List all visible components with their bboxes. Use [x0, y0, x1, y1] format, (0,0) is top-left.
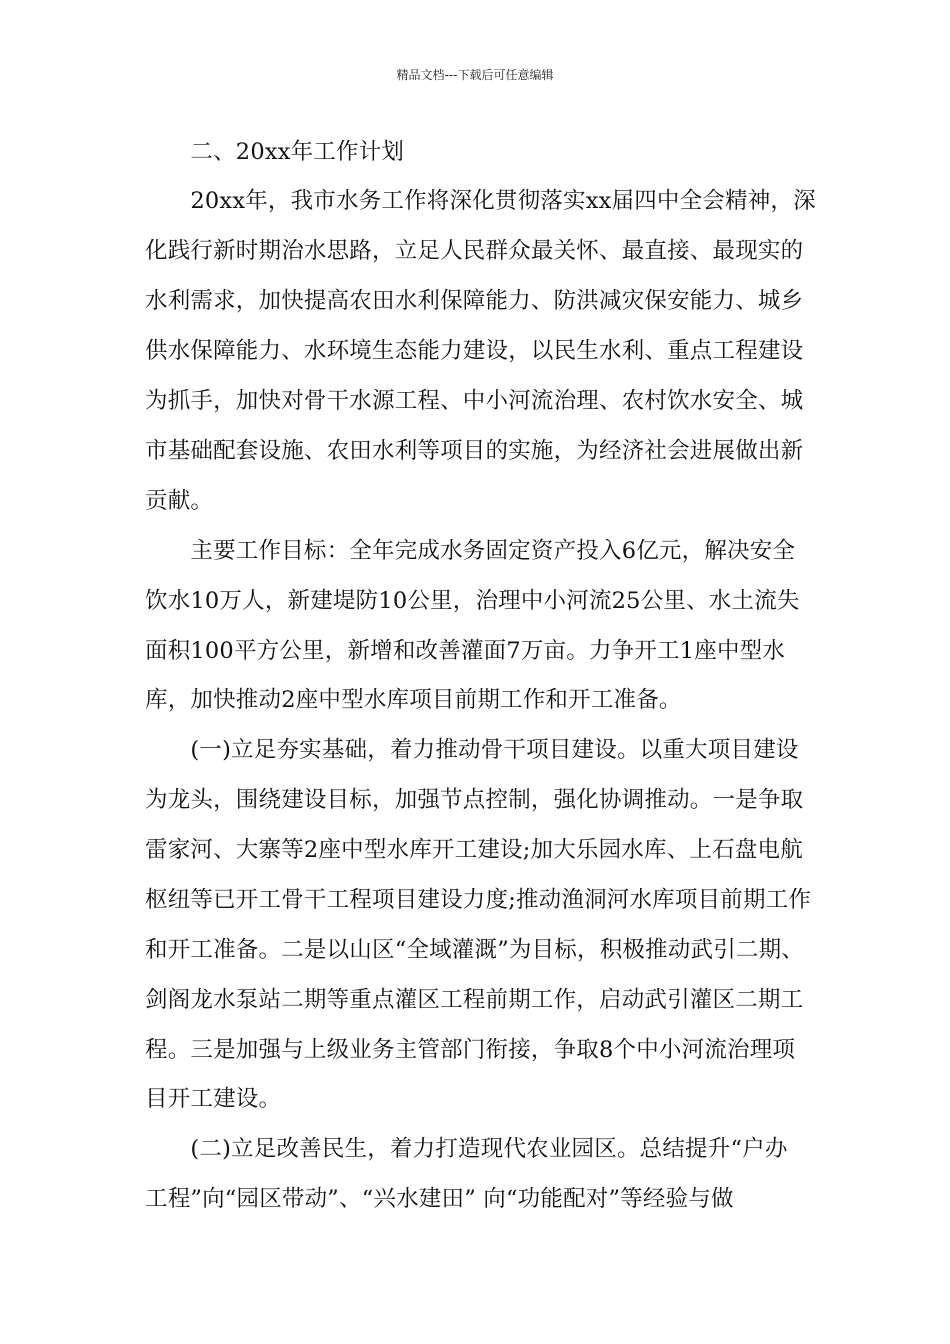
paragraph-line: 贡献。	[145, 488, 214, 514]
paragraph-line: 雷家河、大寨等2座中型水库开工建设;加大乐园水库、上石盘电航	[145, 837, 803, 863]
paragraph-line: 面积100平方公里，新增和改善灌面7万亩。力争开工1座中型水	[145, 638, 786, 664]
paragraph-line: 水利需求，加快提高农田水利保障能力、防洪减灾保安能力、城乡	[145, 288, 804, 314]
paragraph-line: 程。三是加强与上级业务主管部门衔接，争取8个中小河流治理项	[145, 1037, 796, 1063]
paragraph-line: 为抓手，加快对骨干水源工程、中小河流治理、农村饮水安全、城	[145, 388, 804, 414]
paragraph-line: 为龙头，围绕建设目标，加强节点控制，强化协调推动。一是争取	[145, 787, 804, 813]
paragraph-line: 饮水10万人，新建堤防10公里，治理中小河流25公里、水土流失	[145, 588, 800, 614]
heading-work-plan: 二、20xx年工作计划	[145, 139, 405, 165]
page-header: 精品文档---下载后可任意编辑	[396, 68, 554, 82]
paragraph-line: 化践行新时期治水思路，立足人民群众最关怀、最直接、最现实的	[145, 238, 804, 264]
paragraph-line: 目开工建设。	[145, 1086, 282, 1112]
paragraph-line: 工程”向“园区带动”、“兴水建田” 向“功能配对”等经验与做	[145, 1186, 734, 1212]
paragraph-line: 枢纽等已开工骨干工程项目建设力度;推动渔洞河水库项目前期工作	[145, 887, 812, 913]
paragraph-line: 供水保障能力、水环境生态能力建设，以民生水利、重点工程建设	[145, 338, 804, 364]
paragraph-line: 剑阁龙水泵站二期等重点灌区工程前期工作，启动武引灌区二期工	[145, 987, 804, 1013]
paragraph-line: (一)立足夯实基础，着力推动骨干项目建设。以重大项目建设	[145, 737, 799, 763]
paragraph-line: 和开工准备。二是以山区“全域灌溉”为目标，积极推动武引二期、	[145, 937, 805, 963]
paragraph-line: 库，加快推动2座中型水库项目前期工作和开工准备。	[145, 687, 682, 713]
paragraph-line: 主要工作目标：全年完成水务固定资产投入6亿元，解决安全	[145, 538, 796, 564]
paragraph-line: 20xx年，我市水务工作将深化贯彻落实xx届四中全会精神，深	[145, 188, 816, 214]
paragraph-line: (二)立足改善民生，着力打造现代农业园区。总结提升“户办	[145, 1136, 788, 1162]
paragraph-line: 市基础配套设施、农田水利等项目的实施，为经济社会进展做出新	[145, 438, 804, 464]
